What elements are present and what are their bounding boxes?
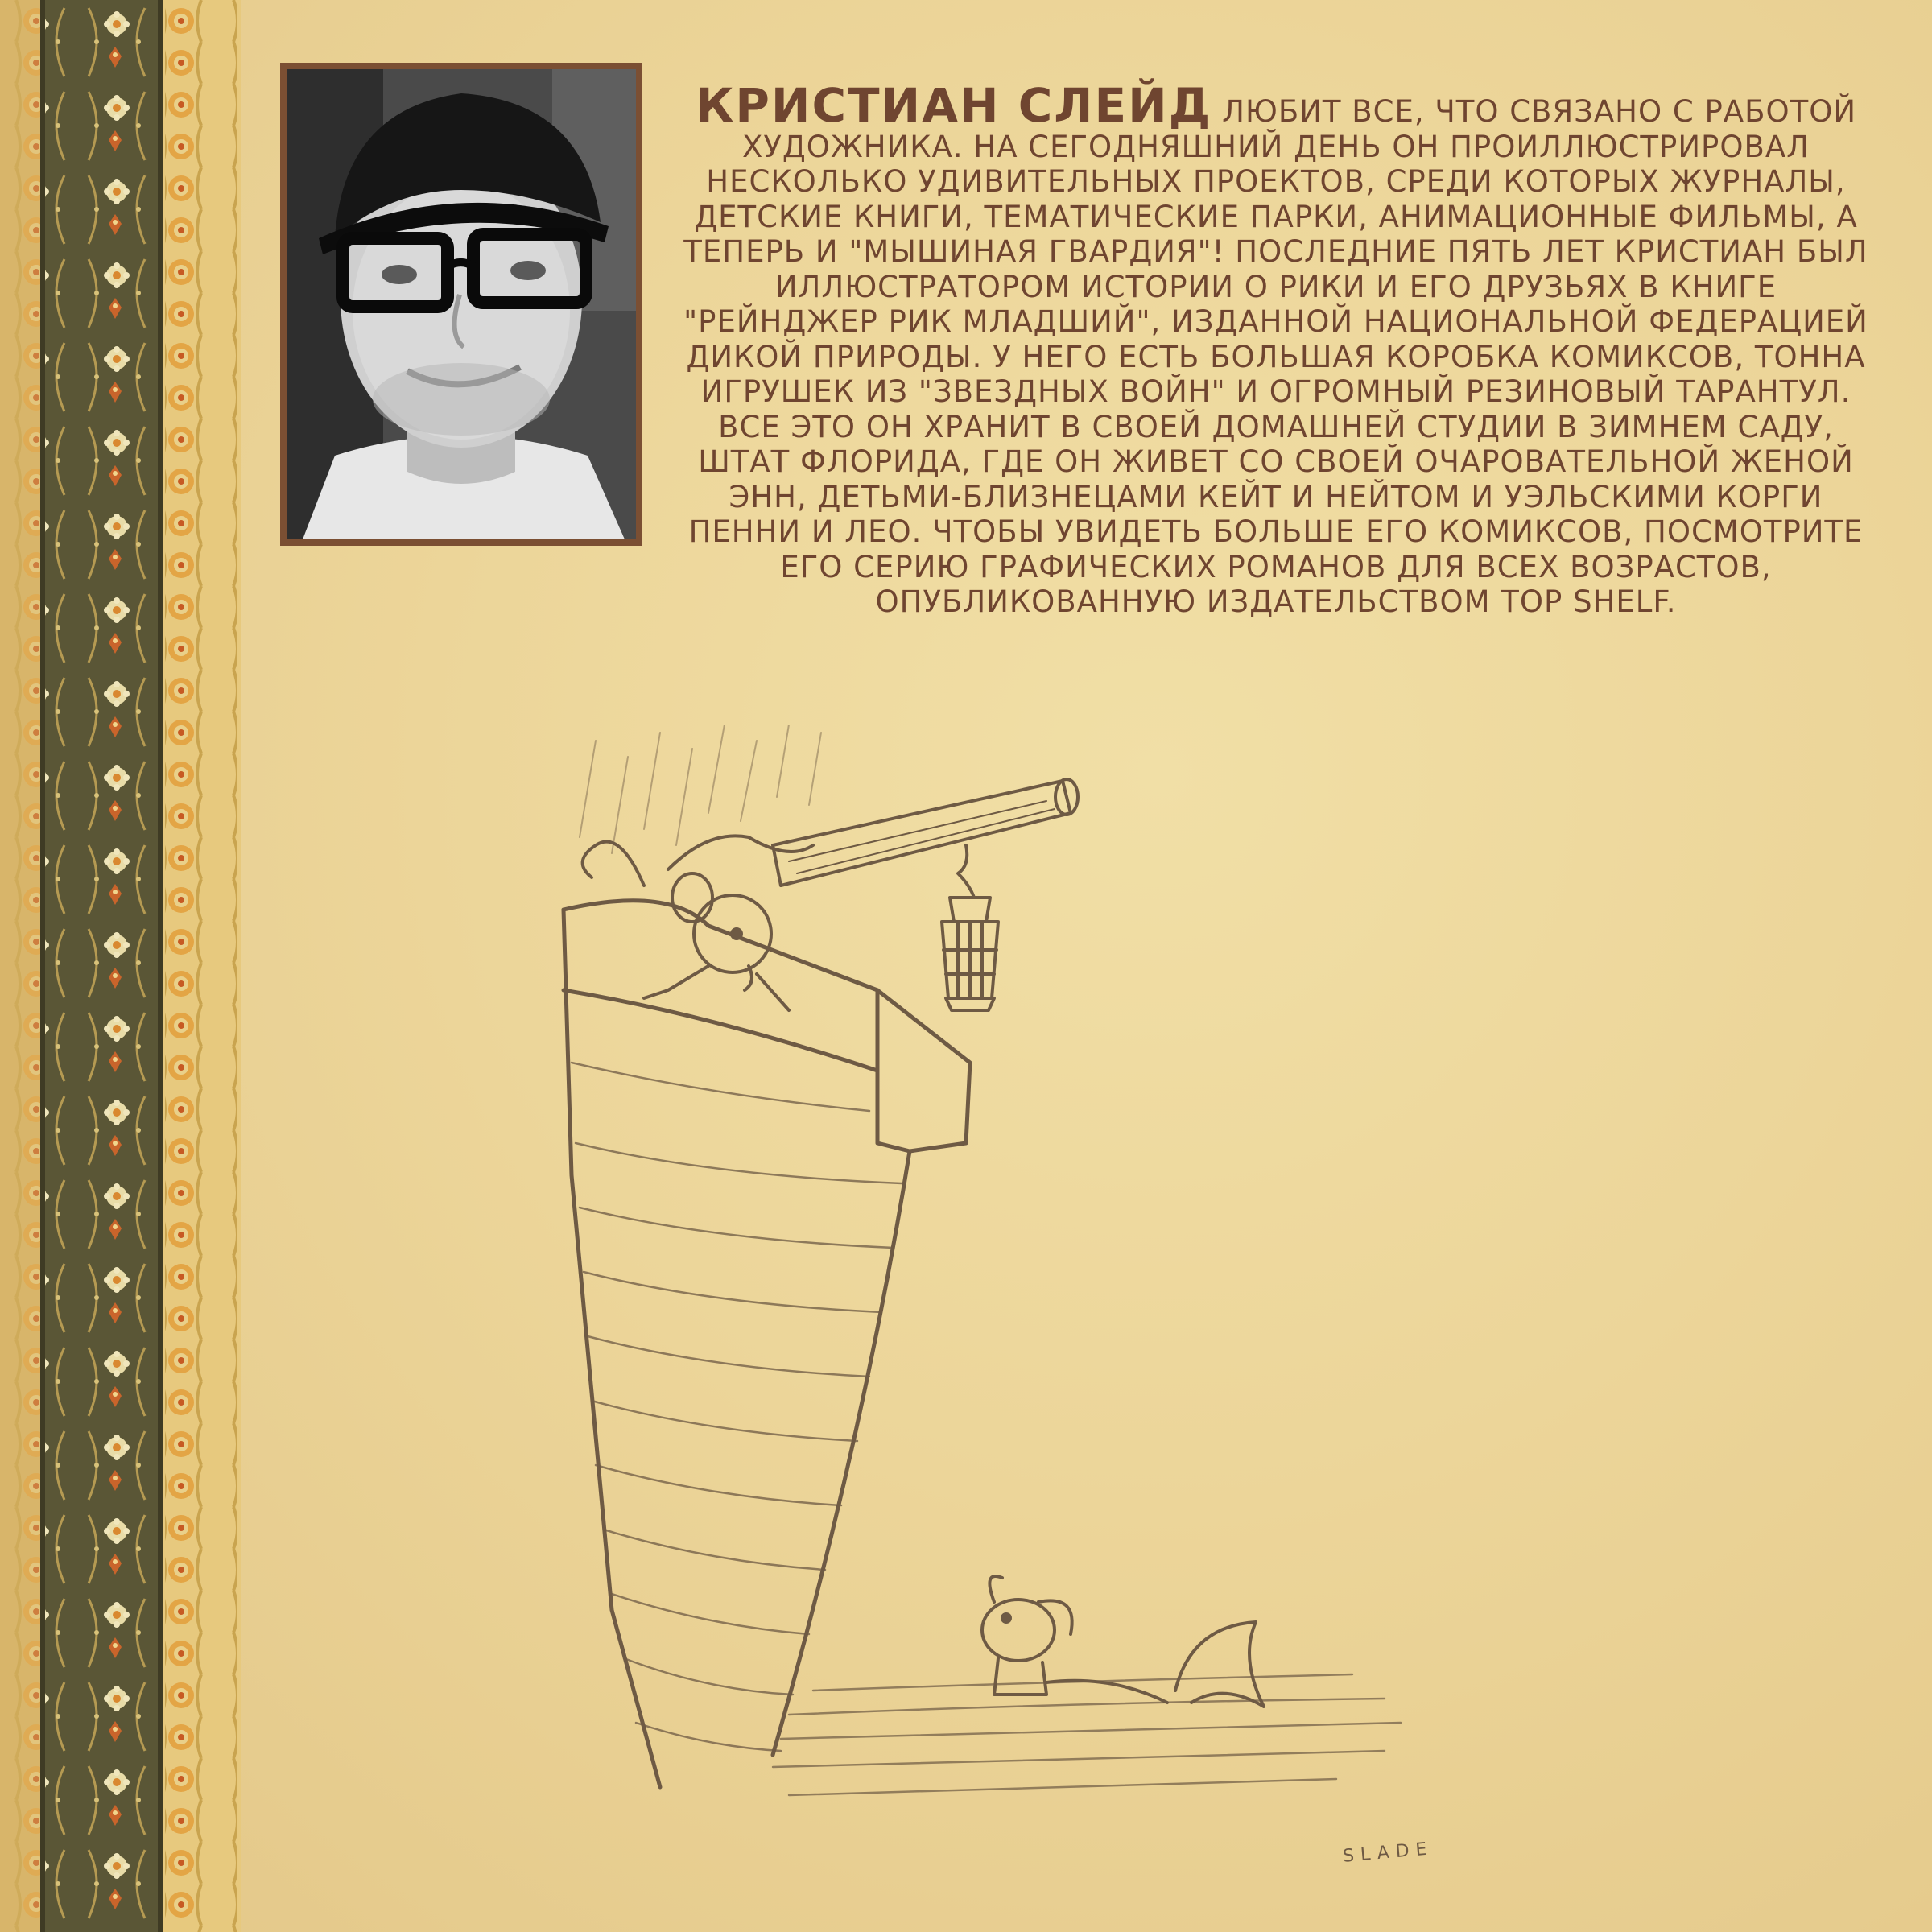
author-name: КРИСТИАН СЛЕЙД xyxy=(695,78,1212,133)
pencil-sketch-illustration xyxy=(547,724,1513,1852)
mermaid-mouse-icon xyxy=(982,1576,1264,1707)
author-portrait xyxy=(280,63,642,546)
lantern-icon xyxy=(942,845,998,1010)
author-bio-text: ЛЮБИТ ВСЕ, ЧТО СВЯЗАНО С РАБОТОЙ ХУДОЖНИКА. НА СЕГОДНЯШНИЙ ДЕНЬ ОН ПРОИЛЛЮСТРИРОВАЛ НЕСКОЛЬКО УДИВИТЕЛЬНЫХ ПРОЕКТОВ, СРЕДИ КОТОРЫХ ЖУРНАЛЫ, ДЕТСКИЕ КНИГИ, ТЕМАТИЧЕСКИЕ ПАРКИ, АНИМАЦИОННЫЕ ФИЛЬМЫ, А ТЕПЕРЬ И "МЫШИНАЯ ГВАРДИЯ"! ПОСЛЕДНИЕ ПЯТЬ ЛЕТ КРИСТИАН БЫЛ ИЛЛЮСТРАТОРОМ ИСТОРИИ О РИКИ И ЕГО ДРУЗЬЯХ В КНИГЕ "РЕЙНДЖЕР РИК МЛАДШИЙ", ИЗДАННОЙ НАЦИОНАЛЬНОЙ ФЕДЕРАЦИЕЙ ДИКОЙ ПРИРОДЫ. У НЕГО ЕСТЬ БОЛЬШАЯ КОРОБКА КОМИКСОВ, ТОННА ИГРУШЕК ИЗ "ЗВЕЗДНЫХ ВОЙН" И ОГРОМНЫЙ РЕЗИНОВЫЙ ТАРАНТУЛ. ВСЕ ЭТО ОН ХРАНИТ В СВОЕЙ ДОМАШНЕЙ СТУДИИ В ЗИМНЕМ САДУ, ШТАТ ФЛОРИДА, ГДЕ ОН ЖИВЕТ СО СВОЕЙ ОЧАРОВАТЕЛЬНОЙ ЖЕНОЙ ЭНН, ДЕТЬМИ-БЛИЗНЕЦАМИ КЕЙТ И НЕЙТОМ И УЭЛЬСКИМИ КОРГИ ПЕННИ И ЛЕО. ЧТОБЫ УВИДЕТЬ БОЛЬШЕ ЕГО КОМИКСОВ, ПОСМОТРИТЕ ЕГО СЕРИЮ ГРАФИЧЕСКИХ РОМАНОВ ДЛЯ ВСЕХ ВОЗРАСТОВ, ОПУБЛИКОВАННУЮ ИЗДАТЕЛЬСТВОМ TOP SHELF. xyxy=(683,94,1868,619)
author-photo-illustration xyxy=(287,69,636,539)
decorative-floral-border xyxy=(0,0,242,1932)
ship-hull-icon xyxy=(564,901,970,1787)
mouse-on-deck-icon xyxy=(583,836,813,1010)
artist-signature: SLADE xyxy=(1342,1839,1435,1867)
author-bio xyxy=(676,78,1876,620)
water-lines-icon xyxy=(773,1674,1401,1795)
rain-strokes-icon xyxy=(580,724,821,853)
ship-yard-arm-icon xyxy=(773,779,1078,886)
